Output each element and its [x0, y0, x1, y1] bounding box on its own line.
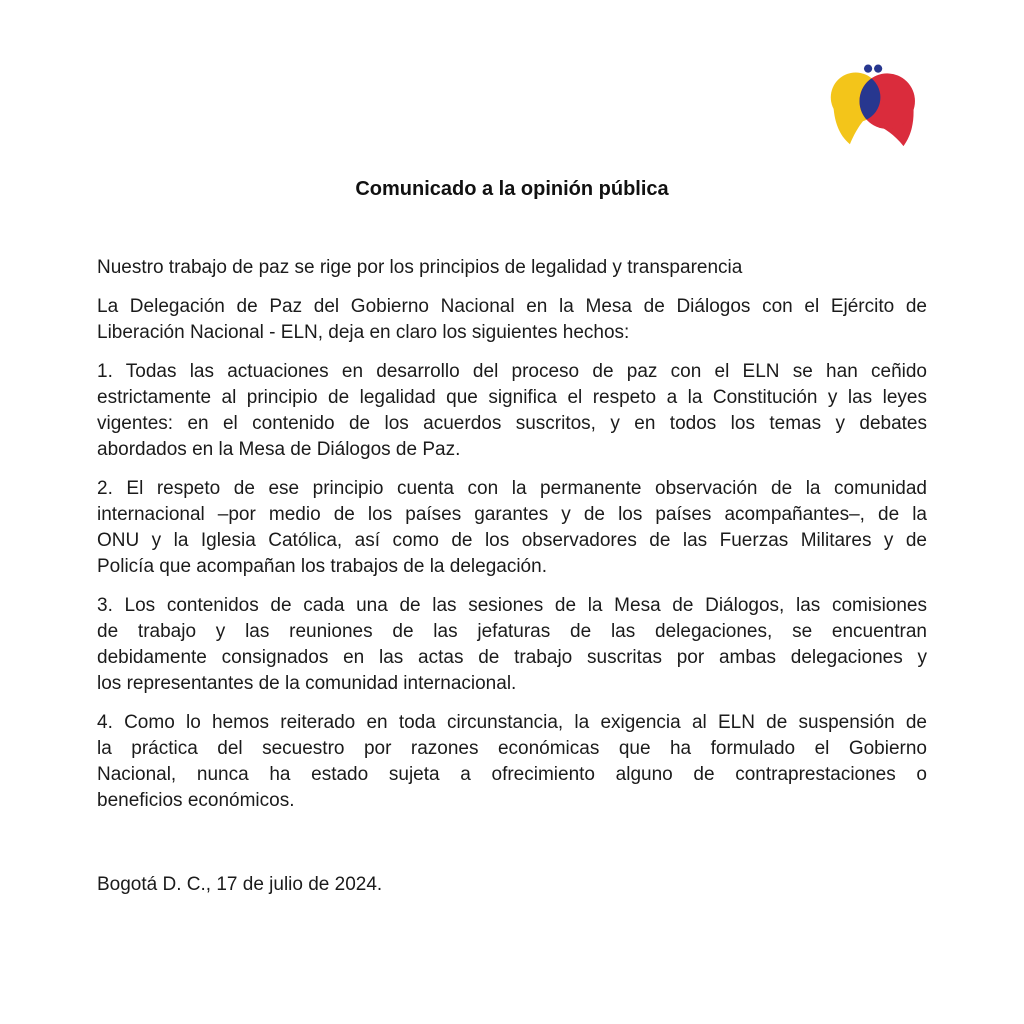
body-paragraph [97, 359, 927, 463]
text-line: internacional –por medio de los países garantes y de los países acompañantes–, de la [97, 504, 927, 525]
text-line: Policía que acompañan los trabajos de la delegación. [97, 556, 547, 577]
text-line: 2. El respeto de ese principio cuenta con la permanente observación de la comunidad [97, 478, 927, 499]
logo-dot-left-icon [864, 65, 872, 73]
text-line: 1. Todas las actuaciones en desarrollo del proceso de paz con el ELN se han ceñido [97, 361, 927, 382]
text-line: ONU y la Iglesia Católica, así como de los observadores de las Fuerzas Militares y de [97, 530, 927, 551]
text-line: 3. Los contenidos de cada una de las sesiones de la Mesa de Diálogos, las comisiones [97, 595, 927, 616]
text-line: 4. Como lo hemos reiterado en toda circunstancia, la exigencia al ELN de suspensión de [97, 712, 927, 733]
text-line: Nacional, nunca ha estado sujeta a ofrecimiento alguno de contraprestaciones o [97, 764, 927, 785]
body-paragraph [97, 593, 927, 697]
document-title: Comunicado a la opinión pública [355, 178, 669, 200]
text-line: Nuestro trabajo de paz se rige por los principios de legalidad y transparencia [97, 257, 743, 278]
text-line: vigentes: en el contenido de los acuerdos suscritos, y en todos los temas y debates [97, 413, 927, 434]
body-paragraph [97, 710, 927, 814]
text-line: de trabajo y las reuniones de las jefaturas de las delegaciones, se encuentran [97, 621, 927, 642]
text-line: beneficios económicos. [97, 790, 295, 811]
text-line: la práctica del secuestro por razones económicas que ha formulado el Gobierno [97, 738, 927, 759]
text-line: La Delegación de Paz del Gobierno Nacional en la Mesa de Diálogos con el Ejército de [97, 296, 927, 317]
intro-paragraph [97, 255, 927, 281]
text-line: estrictamente al principio de legalidad que significa el respeto a la Constitución y las leyes [97, 387, 927, 408]
text-line: abordados en la Mesa de Diálogos de Paz. [97, 439, 461, 460]
text-line: Liberación Nacional - ELN, deja en claro los siguientes hechos: [97, 322, 630, 343]
text-line: los representantes de la comunidad internacional. [97, 673, 517, 694]
document-body [97, 255, 927, 898]
logo-dot-right-icon [874, 65, 882, 73]
body-paragraph [97, 294, 927, 346]
text-line: debidamente consignados en las actas de trabajo suscritas por ambas delegaciones y [97, 647, 927, 668]
body-paragraph [97, 476, 927, 580]
dateline: Bogotá D. C., 17 de julio de 2024. [97, 874, 383, 895]
speech-bubbles-butterfly-logo [822, 61, 918, 149]
